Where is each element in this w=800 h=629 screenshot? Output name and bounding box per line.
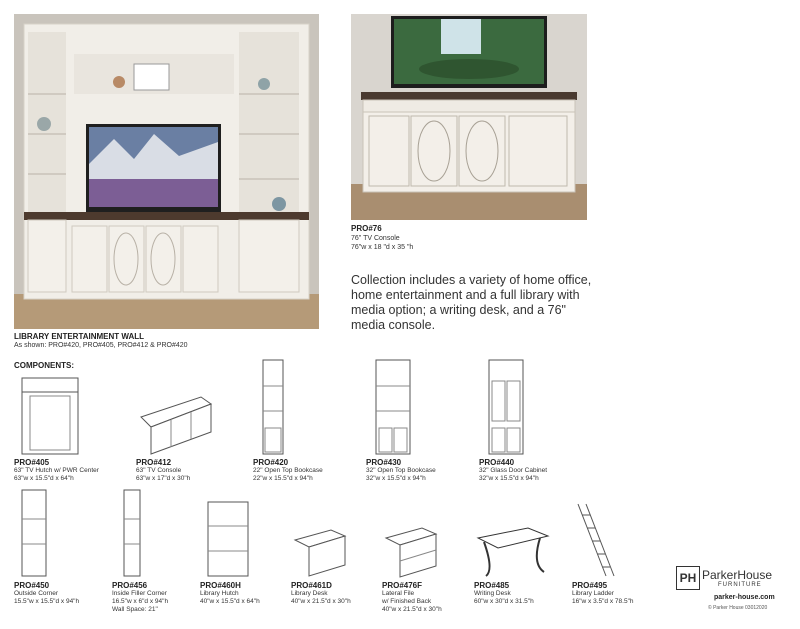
component-dims: 15.5"w x 15.5"d x 94"h (14, 598, 80, 605)
component-pro456 (112, 484, 212, 614)
console-photo (351, 14, 587, 220)
component-code: PRO#461D (291, 581, 332, 590)
component-pro420 (253, 356, 353, 483)
component-code: PRO#405 (14, 458, 50, 467)
bookcase-22-sketch (253, 356, 293, 456)
component-code: PRO#412 (136, 458, 172, 467)
lateral-file-sketch (382, 520, 442, 579)
component-code: PRO#456 (112, 581, 148, 590)
component-dims: 22"w x 15.5"d x 94"h (253, 475, 313, 482)
description-line: home entertainment and a full library with (351, 288, 580, 302)
outside-corner-sketch (14, 484, 54, 579)
component-pro460h (200, 496, 300, 606)
description-line: media option; a writing desk, and a 76" (351, 303, 566, 317)
component-desc: Outside Corner (14, 590, 59, 597)
component-code: PRO#450 (14, 581, 50, 590)
component-code: PRO#430 (366, 458, 402, 467)
component-dims: w/ Finished Back (382, 598, 432, 605)
component-code: PRO#440 (479, 458, 515, 467)
component-code: PRO#495 (572, 581, 608, 590)
hero-photo (14, 14, 319, 329)
tv-console-sketch (136, 372, 216, 456)
logo-sub: FURNITURE (718, 582, 762, 588)
component-desc: Lateral File (382, 590, 415, 597)
component-desc: Inside Filler Corner (112, 590, 167, 597)
component-desc: 63" TV Console (136, 467, 182, 474)
component-dims: 40"w x 21.5"d x 30"h (291, 598, 351, 605)
component-desc: 63" TV Hutch w/ PWR Center (14, 467, 99, 474)
component-dims: 16"w x 3.5"d x 78.5"h (572, 598, 634, 605)
logo-brand: ParkerHouse (702, 568, 773, 582)
hero-subtitle: As shown: PRO#420, PRO#405, PRO#412 & PRO#420 (14, 342, 188, 349)
component-code: PRO#460H (200, 581, 241, 590)
component-desc: 22" Open Top Bookcase (253, 467, 323, 474)
tv-hutch-sketch (14, 372, 84, 456)
component-desc: Writing Desk (474, 590, 511, 597)
component-code: PRO#485 (474, 581, 510, 590)
filler-corner-sketch (112, 484, 152, 579)
parker-house-logo (676, 566, 791, 616)
component-pro430 (366, 356, 466, 483)
component-pro412 (136, 372, 236, 483)
library-desk-sketch (291, 520, 351, 579)
component-dims: 32"w x 15.5"d x 94"h (479, 475, 539, 482)
console-code: PRO#76 (351, 224, 382, 233)
console-dims: 76"w x 18 "d x 35 "h (351, 244, 414, 251)
website-link[interactable]: parker-house.com (714, 594, 775, 601)
component-pro485 (474, 520, 574, 606)
component-pro450 (14, 484, 114, 606)
component-code: PRO#420 (253, 458, 289, 467)
description-line: Collection includes a variety of home office, (351, 273, 592, 287)
component-desc: Library Desk (291, 590, 328, 597)
copyright-notice: © Parker House 03012020 (708, 605, 768, 611)
component-dims: 63"w x 15.5"d x 64"h (14, 475, 74, 482)
component-desc: 32" Open Top Bookcase (366, 467, 436, 474)
component-pro476f (382, 520, 482, 614)
component-dims: 16.5"w x 6"d x 94"h (112, 598, 169, 605)
library-hutch-sketch (200, 496, 260, 579)
logo-mark (676, 566, 700, 590)
glass-cabinet-sketch (479, 356, 529, 456)
library-ladder-sketch (572, 500, 622, 579)
description-line: media console. (351, 318, 436, 332)
component-desc: 32" Glass Door Cabinet (479, 467, 548, 474)
collection-description (351, 273, 621, 333)
bookcase-32-sketch (366, 356, 416, 456)
component-desc: Library Hutch (200, 590, 239, 597)
ph-monogram-icon: PH (679, 571, 697, 585)
writing-desk-sketch (474, 520, 554, 579)
component-extra: 40"w x 21.5"d x 30"h (382, 606, 442, 613)
component-desc: Library Ladder (572, 590, 614, 597)
component-code: PRO#476F (382, 581, 423, 590)
component-extra: Wall Space: 21" (112, 606, 158, 613)
component-pro461d (291, 520, 391, 606)
component-pro495 (572, 500, 672, 606)
hero-title: LIBRARY ENTERTAINMENT WALL (14, 332, 145, 341)
component-dims: 40"w x 15.5"d x 64"h (200, 598, 260, 605)
component-dims: 60"w x 30"d x 31.5"h (474, 598, 534, 605)
component-dims: 63"w x 17"d x 30"h (136, 475, 191, 482)
component-pro405 (14, 372, 114, 483)
component-pro440 (479, 356, 579, 483)
components-heading: COMPONENTS: (14, 361, 74, 370)
component-dims: 32"w x 15.5"d x 94"h (366, 475, 426, 482)
console-name: 76" TV Console (351, 235, 400, 242)
